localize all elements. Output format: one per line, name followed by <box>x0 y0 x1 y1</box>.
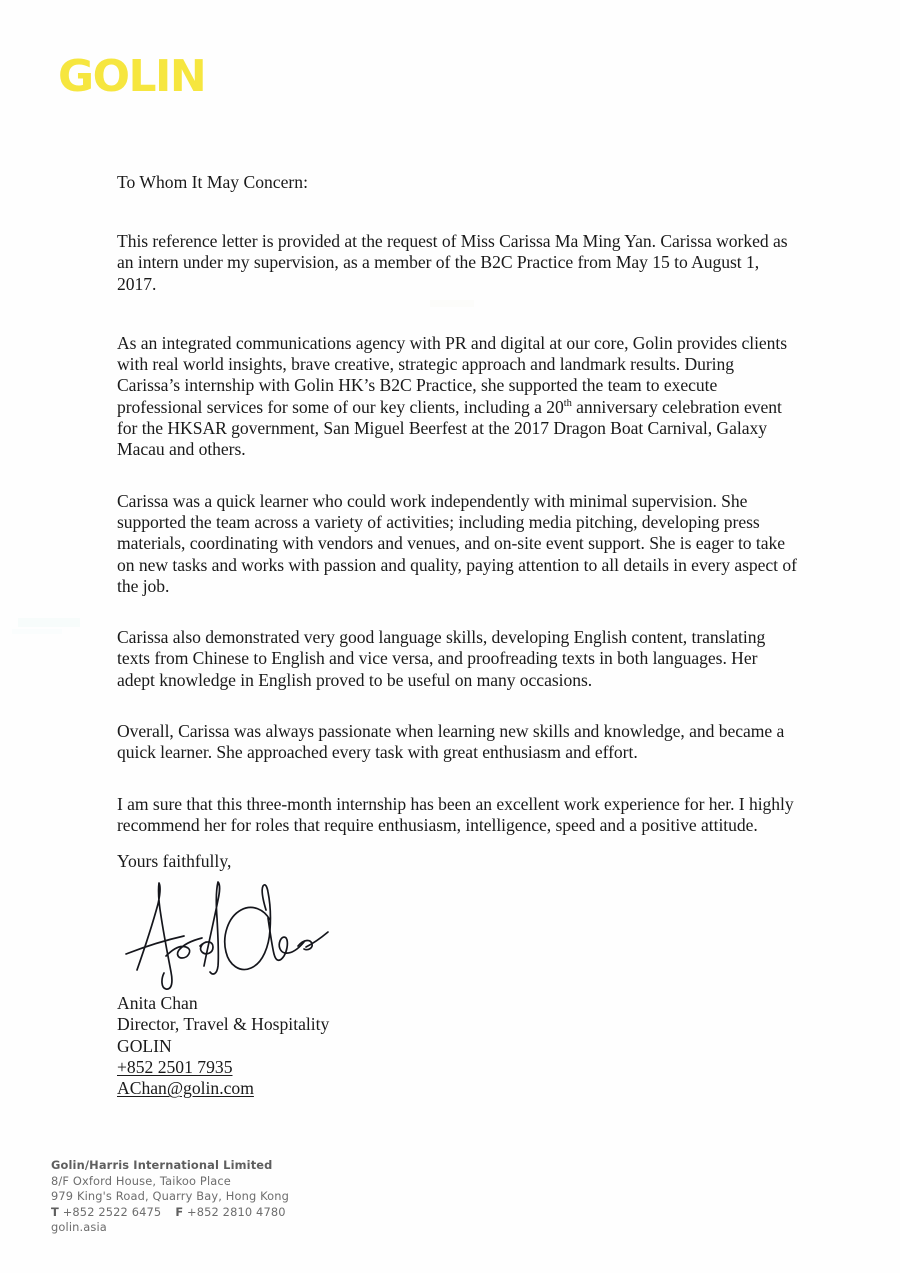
footer-tel-number: +852 2522 6475 <box>62 1204 162 1219</box>
footer-address-line-2: 979 King's Road, Quarry Bay, Hong Kong <box>51 1189 290 1204</box>
salutation: To Whom It May Concern: <box>117 172 308 192</box>
footer-contact-line <box>51 1205 289 1221</box>
paragraph-1: This reference letter is provided at the request of Miss Carissa Ma Ming Yan. Carissa worked as an intern under my supervision, as a member of the B2C Practice from May 15 to August 1, 2017. <box>117 231 788 294</box>
signoff-block <box>117 993 329 1099</box>
letter-body <box>117 172 799 836</box>
paragraph-3: Carissa was a quick learner who could work independently with minimal supervision. She supported the team across a variety of activities; including media pitching, developing press materials, coordinating with vendors and venues, and on-site event support. She is eager to take on new tasks and works with passion and quality, paying attention to all details in every aspect of the job. <box>117 490 797 596</box>
signoff-phone[interactable]: +852 2501 7935 <box>117 1056 233 1077</box>
paragraph-6: I am sure that this three-month internship has been an excellent work experience for her. I highly recommend her for roles that require enthusiasm, intelligence, speed and a positive attitude. <box>117 793 794 835</box>
closing-line: Yours faithfully, <box>117 851 232 871</box>
footer-company: Golin/Harris International Limited <box>51 1158 273 1172</box>
paragraph-4: Carissa also demonstrated very good language skills, developing English content, translating texts from Chinese to English and vice versa, and proofreading texts in both languages. Her adept knowledge in English proved to be useful on many occasions. <box>117 627 766 690</box>
footer-fax-number: +852 2810 4780 <box>187 1204 286 1219</box>
signoff-title: Director, Travel & Hospitality <box>117 1014 330 1035</box>
golin-logo <box>58 50 228 102</box>
footer-fax-label: F <box>175 1204 184 1219</box>
paragraph-2 <box>117 333 799 461</box>
footer-address-line-1: 8/F Oxford House, Taikoo Place <box>51 1173 231 1188</box>
signature-image <box>118 878 338 996</box>
ordinal-suffix: th <box>563 397 572 409</box>
footer-tel-label: T <box>51 1204 59 1219</box>
paragraph-2-text-end: anniversary celebration event for the HKSAR government, San Miguel Beerfest at the 2017 Dragon Boat Carnival, Galaxy Macau and others. <box>117 396 782 460</box>
scan-artifact <box>18 618 80 627</box>
signoff-company: GOLIN <box>117 1035 172 1056</box>
footer-website[interactable]: golin.asia <box>51 1220 107 1235</box>
footer-block <box>51 1158 289 1236</box>
paragraph-5: Overall, Carissa was always passionate when learning new skills and knowledge, and became a quick learner. She approached every task with great enthusiasm and effort. <box>117 721 785 763</box>
paragraph-2-text-start: As an integrated communications agency with PR and digital at our core, Golin provides clients with real world insights, brave creative, strategic approach and landmark results. During Carissa’s internship with Golin HK’s B2C Practice, she supported the team to execute professional services for some of our key clients, including a 20 <box>117 332 788 417</box>
signoff-name: Anita Chan <box>117 993 198 1013</box>
signoff-email[interactable]: AChan@golin.com <box>117 1078 254 1099</box>
scan-artifact <box>12 629 62 634</box>
svg-text:GOLIN: GOLIN <box>58 51 206 102</box>
